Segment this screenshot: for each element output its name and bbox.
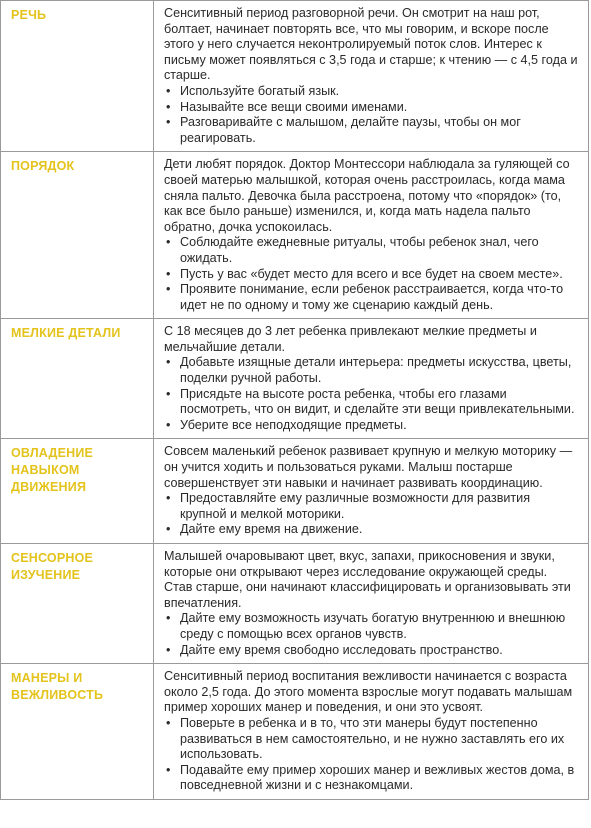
period-description: Сенситивный период разговорной речи. Он смотрит на наш рот, болтает, начинает повторять все, что мы говорим, и вскоре после этого у него случается неконтролируемый поток слов. Интерес к письму может появляться с 3,5 года и старше; к чтению — с 4,5 года и старше. [164, 6, 578, 83]
tip-item: • Дайте ему возможность изучать богатую внутреннюю и внешнюю среду с помощью всех органов чувств. [164, 611, 578, 642]
tip-item: • Называйте все вещи своими именами. [164, 100, 578, 116]
tip-item: • Поверьте в ребенка и в то, что эти манеры будут постепенно развиваться в нем самостоятельно, и не нужно заставлять его их использовать. [164, 716, 578, 763]
tips-list [164, 716, 578, 794]
period-label: МЕЛКИЕ ДЕТАЛИ [1, 319, 154, 439]
period-description: Дети любят порядок. Доктор Монтессори наблюдала за гуляющей со своей матерью малышкой, которая очень расстроилась, когда мама сняла пальто. Девочка была расстроена, потому что «порядок» (то, как все было раньше) изменился, и, когда мать надела пальто обратно, дочка успокоилась. [164, 157, 570, 234]
period-label: СЕНСОРНОЕ ИЗУЧЕНИЕ [1, 544, 154, 664]
period-label: ОВЛАДЕНИЕ НАВЫКОМ ДВИЖЕНИЯ [1, 439, 154, 544]
tip-item: • Добавьте изящные детали интерьера: предметы искусства, цветы, поделки ручной работы. [164, 355, 578, 386]
period-label: ПОРЯДОК [1, 152, 154, 319]
period-content [154, 319, 589, 439]
period-content [154, 1, 589, 152]
table-row [1, 1, 589, 152]
period-description: Совсем маленький ребенок развивает крупную и мелкую моторику — он учится ходить и пользоваться руками. Малыш постарше совершенствует эти навыки и начинает развивать координацию. [164, 444, 573, 490]
period-content [154, 544, 589, 664]
tip-item: • Проявите понимание, если ребенок расстраивается, когда что-то идет не по одному и тому же сценарию каждый день. [164, 282, 578, 313]
tips-list [164, 235, 578, 313]
table-row [1, 544, 589, 664]
tip-item: • Уберите все неподходящие предметы. [164, 418, 578, 434]
period-content [154, 664, 589, 800]
tip-item: • Предоставляйте ему различные возможности для развития крупной и мелкой моторики. [164, 491, 578, 522]
period-content [154, 439, 589, 544]
tips-list [164, 611, 578, 658]
tips-list [164, 491, 578, 538]
tip-item: • Используйте богатый язык. [164, 84, 578, 100]
tip-item: • Присядьте на высоте роста ребенка, чтобы его глазами посмотреть, что он видит, и сделайте эти вещи привлекательными. [164, 387, 578, 418]
tip-item: • Разговаривайте с малышом, делайте паузы, чтобы он мог реагировать. [164, 115, 578, 146]
period-description: С 18 месяцев до 3 лет ребенка привлекают мелкие предметы и мельчайшие детали. [164, 324, 537, 354]
table-row [1, 152, 589, 319]
period-content [154, 152, 589, 319]
period-description: Сенситивный период воспитания вежливости начинается с возраста около 2,5 года. До этого момента взрослые могут подавать малышам пример хороших манер и поведения, и они это усвоят. [164, 669, 573, 715]
tip-item: • Подавайте ему пример хороших манер и вежливых жестов дома, в повседневной жизни и с незнакомцами. [164, 763, 578, 794]
tips-list [164, 355, 578, 433]
tip-item: • Соблюдайте ежедневные ритуалы, чтобы ребенок знал, чего ожидать. [164, 235, 578, 266]
table-row [1, 664, 589, 800]
tip-item: • Дайте ему время свободно исследовать пространство. [164, 643, 578, 659]
table-row [1, 439, 589, 544]
tips-list [164, 84, 578, 146]
table-body [1, 1, 589, 800]
period-label: РЕЧЬ [1, 1, 154, 152]
tip-item: • Пусть у вас «будет место для всего и все будет на своем месте». [164, 267, 578, 283]
tip-item: • Дайте ему время на движение. [164, 522, 578, 538]
table-row [1, 319, 589, 439]
period-label: МАНЕРЫ И ВЕЖЛИВОСТЬ [1, 664, 154, 800]
period-description: Малышей очаровывают цвет, вкус, запахи, прикосновения и звуки, которые они открывают через исследование окружающей среды. Став старше, они начинают классифицировать и организовывать эти впечатления. [164, 549, 571, 610]
